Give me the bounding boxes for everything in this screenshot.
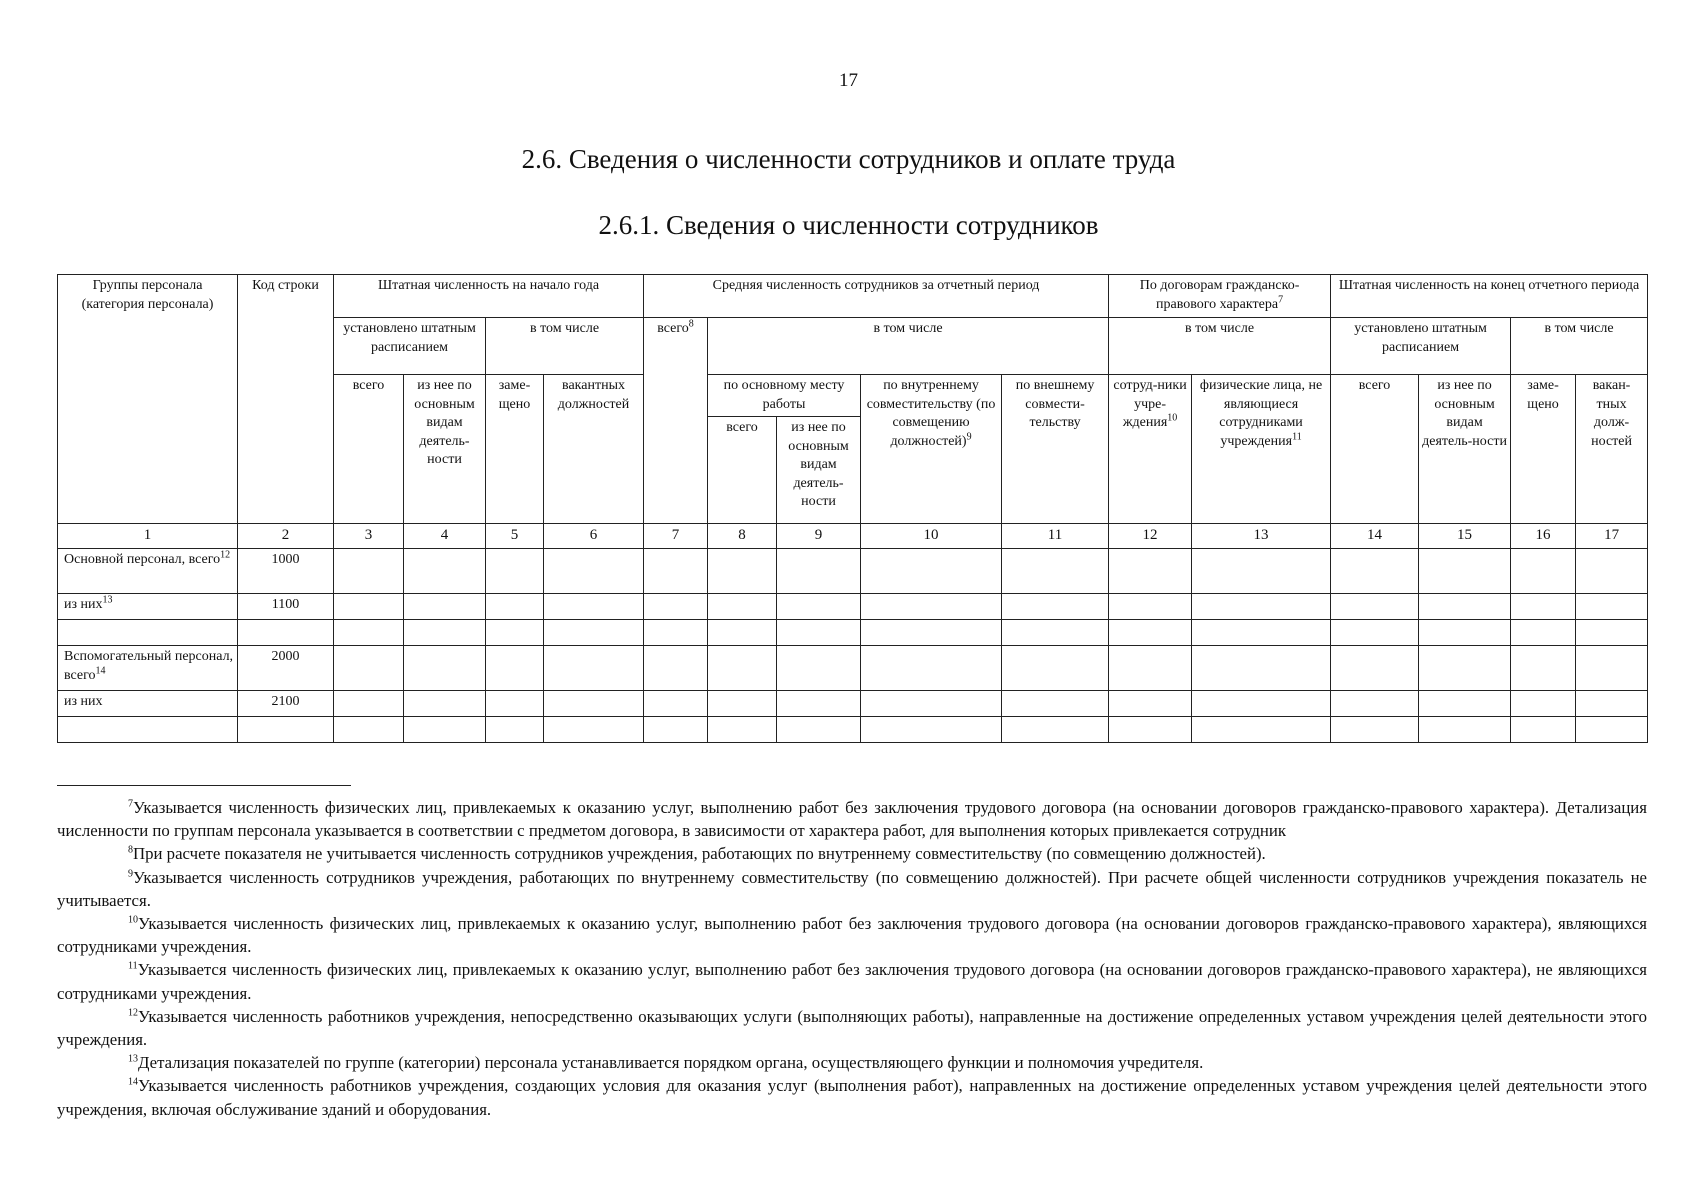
row-code: 1000 — [238, 549, 334, 594]
data-cell[interactable] — [544, 594, 644, 620]
column-number: 13 — [1192, 524, 1331, 549]
data-cell[interactable] — [1002, 717, 1109, 743]
data-cell[interactable] — [404, 594, 486, 620]
data-cell[interactable] — [777, 646, 861, 691]
column-number: 7 — [644, 524, 708, 549]
header-start-year: Штатная численность на начало года — [334, 275, 644, 318]
data-cell[interactable] — [486, 594, 544, 620]
data-cell[interactable] — [486, 620, 544, 646]
data-cell[interactable] — [1331, 646, 1419, 691]
header-main-place-total: всего — [708, 417, 777, 524]
data-cell[interactable] — [777, 691, 861, 717]
data-cell[interactable] — [1576, 691, 1648, 717]
data-cell[interactable] — [644, 620, 708, 646]
data-cell[interactable] — [404, 549, 486, 594]
data-cell[interactable] — [1109, 549, 1192, 594]
data-cell[interactable] — [544, 717, 644, 743]
footnote: $^9$Указывается численность сотрудников учреждения, работающих по внутреннему совместительству (по совмещению должностей). При расчете общей численности сотрудников учреждения показатель не учитывается. — [57, 867, 1647, 910]
table-row — [58, 646, 1648, 691]
column-number: 10 — [861, 524, 1002, 549]
data-cell[interactable] — [1511, 594, 1576, 620]
column-number: 16 — [1511, 524, 1576, 549]
row-code: 1100 — [238, 594, 334, 620]
footnotes — [57, 796, 1647, 1121]
data-cell[interactable] — [544, 691, 644, 717]
header-start-total: всего — [334, 375, 404, 524]
data-cell[interactable] — [1331, 620, 1419, 646]
header-non-employees: физические лица, не являющиеся сотрудниками учреждения$^{11}$ — [1192, 375, 1331, 524]
data-cell[interactable] — [708, 646, 777, 691]
header-end-incl: в том числе — [1511, 318, 1648, 375]
header-groups: Группы персонала (категория персонала) — [58, 275, 238, 524]
data-cell[interactable] — [544, 549, 644, 594]
column-number: 14 — [1331, 524, 1419, 549]
data-cell[interactable] — [861, 646, 1002, 691]
data-cell[interactable] — [777, 549, 861, 594]
data-cell[interactable] — [861, 717, 1002, 743]
column-number: 6 — [544, 524, 644, 549]
data-cell[interactable] — [1419, 717, 1511, 743]
data-cell[interactable] — [777, 717, 861, 743]
data-cell[interactable] — [1002, 594, 1109, 620]
data-cell[interactable] — [1109, 620, 1192, 646]
data-cell[interactable] — [1419, 691, 1511, 717]
subsection-title: 2.6.1. Сведения о численности сотрудников — [598, 210, 1099, 240]
table-row — [58, 594, 1648, 620]
header-end-total: всего — [1331, 375, 1419, 524]
row-label: из них — [58, 691, 238, 717]
data-cell[interactable] — [1192, 646, 1331, 691]
row-code: 2100 — [238, 691, 334, 717]
data-cell[interactable] — [708, 594, 777, 620]
data-cell[interactable] — [1002, 549, 1109, 594]
footnote: $^{11}$Указывается численность физических лиц, привлекаемых к оказанию услуг, выполнению работ без заключения трудового договора (на основании договоров гражданско-правового характера), не являющихся сотрудниками учреждения. — [57, 960, 1647, 1003]
data-cell[interactable] — [544, 646, 644, 691]
data-cell[interactable] — [708, 717, 777, 743]
header-avg-incl: в том числе — [708, 318, 1109, 375]
data-cell[interactable] — [777, 620, 861, 646]
table-row — [58, 691, 1648, 717]
data-cell[interactable] — [1576, 594, 1648, 620]
data-cell[interactable] — [1511, 717, 1576, 743]
data-cell[interactable] — [1109, 646, 1192, 691]
data-cell[interactable] — [1419, 646, 1511, 691]
data-cell[interactable] — [334, 691, 404, 717]
data-cell[interactable] — [334, 549, 404, 594]
data-cell[interactable] — [1331, 691, 1419, 717]
header-internal: по внутреннему совместительству (по совмещению должностей)$^9$ — [861, 375, 1002, 524]
column-number: 4 — [404, 524, 486, 549]
data-cell[interactable] — [861, 620, 1002, 646]
column-number: 15 — [1419, 524, 1511, 549]
data-cell[interactable] — [1002, 646, 1109, 691]
header-start-filled: заме-щено — [486, 375, 544, 524]
data-cell[interactable] — [486, 691, 544, 717]
data-cell[interactable] — [708, 691, 777, 717]
data-cell[interactable] — [334, 620, 404, 646]
header-start-incl: в том числе — [486, 318, 644, 375]
data-cell[interactable] — [644, 646, 708, 691]
data-cell[interactable] — [1002, 620, 1109, 646]
page-number: 17 — [839, 70, 858, 91]
data-cell[interactable] — [1331, 717, 1419, 743]
header-code: Код строки — [238, 275, 334, 524]
footnote: $^{14}$Указывается численность работников учреждения, создающих условия для оказания услуг (выполнения работ), направленных на достижение определенных уставом учреждения целей деятельности этого учреждения, включая обслуживание зданий и оборудования. — [57, 1076, 1647, 1119]
data-cell[interactable] — [1192, 549, 1331, 594]
data-cell[interactable] — [1576, 620, 1648, 646]
data-cell[interactable] — [1576, 717, 1648, 743]
header-end-vacant: вакан-тных долж-ностей — [1576, 375, 1648, 524]
header-external: по внешнему совмести-тельству — [1002, 375, 1109, 524]
data-cell[interactable] — [404, 646, 486, 691]
footnote: $^{13}$Детализация показателей по группе (категории) персонала устанавливается порядком органа, осуществляющего функции и полномочия учредителя. — [128, 1053, 1204, 1073]
data-cell[interactable] — [334, 594, 404, 620]
footnote: $^8$При расчете показателя не учитывается численность сотрудников учреждения, работающих по внутреннему совместительству (по совмещению должностей). — [128, 844, 1266, 864]
data-cell[interactable] — [644, 549, 708, 594]
header-end-established: установлено штатным расписанием — [1331, 318, 1511, 375]
data-cell[interactable] — [1109, 594, 1192, 620]
header-end-period: Штатная численность на конец отчетного периода — [1331, 275, 1648, 318]
column-numbers-row — [58, 524, 1648, 549]
row-code[interactable] — [238, 717, 334, 743]
data-cell[interactable] — [1192, 594, 1331, 620]
data-cell[interactable] — [1192, 717, 1331, 743]
data-cell[interactable] — [644, 691, 708, 717]
data-cell[interactable] — [1576, 646, 1648, 691]
row-code: 2000 — [238, 646, 334, 691]
data-cell[interactable] — [1576, 549, 1648, 594]
data-cell[interactable] — [404, 717, 486, 743]
table-row — [58, 549, 1648, 594]
column-number: 2 — [238, 524, 334, 549]
data-cell[interactable] — [644, 594, 708, 620]
data-cell[interactable] — [1419, 620, 1511, 646]
data-cell[interactable] — [1419, 594, 1511, 620]
table-row — [58, 717, 1648, 743]
data-cell[interactable] — [644, 717, 708, 743]
header-end-filled: заме-щено — [1511, 375, 1576, 524]
header-main-place: по основному месту работы — [708, 375, 861, 417]
row-label: Вспомогательный персонал, всего$^{14}$ — [58, 646, 238, 691]
data-cell[interactable] — [1331, 549, 1419, 594]
header-start-vacant: вакантных должностей — [544, 375, 644, 524]
data-cell[interactable] — [1192, 691, 1331, 717]
table-row — [58, 620, 1648, 646]
data-cell[interactable] — [861, 594, 1002, 620]
data-cell[interactable] — [334, 646, 404, 691]
header-main-place-main: из нее по основным видам деятель-ности — [777, 417, 861, 524]
data-cell[interactable] — [1109, 691, 1192, 717]
staff-count-table — [57, 274, 1648, 743]
data-cell[interactable] — [1109, 717, 1192, 743]
data-cell[interactable] — [334, 717, 404, 743]
column-number: 9 — [777, 524, 861, 549]
data-cell[interactable] — [1511, 620, 1576, 646]
header-start-main: из нее по основным видам деятель-ности — [404, 375, 486, 524]
data-cell[interactable] — [861, 691, 1002, 717]
footnote: $^{10}$Указывается численность физических лиц, привлекаемых к оказанию услуг, выполнению работ без заключения трудового договора (на основании договоров гражданско-правового характера), являющихся сотрудниками учреждения. — [57, 914, 1647, 957]
header-end-main: из нее по основным видам деятель-ности — [1419, 375, 1511, 524]
data-cell[interactable] — [708, 620, 777, 646]
footnote: $^{12}$Указывается численность работников учреждения, непосредственно оказывающих услуги (выполняющих работы), направленные на достижение определенных уставом учреждения целей деятельности этого учреждения. — [57, 1006, 1647, 1050]
data-cell[interactable] — [1192, 620, 1331, 646]
data-cell[interactable] — [486, 646, 544, 691]
column-number: 8 — [708, 524, 777, 549]
column-number: 5 — [486, 524, 544, 549]
row-label[interactable] — [58, 620, 238, 646]
data-cell[interactable] — [1002, 691, 1109, 717]
data-cell[interactable] — [1331, 594, 1419, 620]
data-cell[interactable] — [404, 620, 486, 646]
header-contracts-incl: в том числе — [1109, 318, 1331, 375]
section-title: 2.6. Сведения о численности сотрудников и оплате труда — [521, 144, 1176, 174]
data-cell[interactable] — [1511, 549, 1576, 594]
data-cell[interactable] — [861, 549, 1002, 594]
footnote: $^7$Указывается численность физических лиц, привлекаемых к оказанию услуг, выполнению работ без заключения трудового договора (на основании договоров гражданско-правового характера). Детализация численности по группам персонала указывается в соответствии с предметом договора, в зависимости от характера работ, для выполнения которых привлекается сотрудник — [57, 798, 1647, 841]
column-number: 1 — [58, 524, 238, 549]
footnote-divider — [57, 785, 351, 786]
header-avg-total: всего$^8$ — [644, 318, 708, 524]
header-start-established: установлено штатным расписанием — [334, 318, 486, 375]
header-employees: сотруд-ники учре-ждения$^{10}$ — [1109, 375, 1192, 524]
data-cell[interactable] — [777, 594, 861, 620]
data-cell[interactable] — [486, 717, 544, 743]
data-cell[interactable] — [1511, 646, 1576, 691]
row-label[interactable] — [58, 717, 238, 743]
row-code[interactable] — [238, 620, 334, 646]
column-number: 11 — [1002, 524, 1109, 549]
column-number: 3 — [334, 524, 404, 549]
data-cell[interactable] — [486, 549, 544, 594]
data-cell[interactable] — [544, 620, 644, 646]
header-average: Средняя численность сотрудников за отчетный период — [644, 275, 1109, 318]
row-label: из них$^{13}$ — [58, 594, 238, 620]
column-number: 12 — [1109, 524, 1192, 549]
data-cell[interactable] — [1511, 691, 1576, 717]
data-cell[interactable] — [404, 691, 486, 717]
data-cell[interactable] — [708, 549, 777, 594]
header-contracts: По договорам гражданско-правового характера$^7$ — [1109, 275, 1331, 318]
column-number: 17 — [1576, 524, 1648, 549]
data-cell[interactable] — [1419, 549, 1511, 594]
row-label: Основной персонал, всего$^{12}$ — [58, 549, 238, 594]
